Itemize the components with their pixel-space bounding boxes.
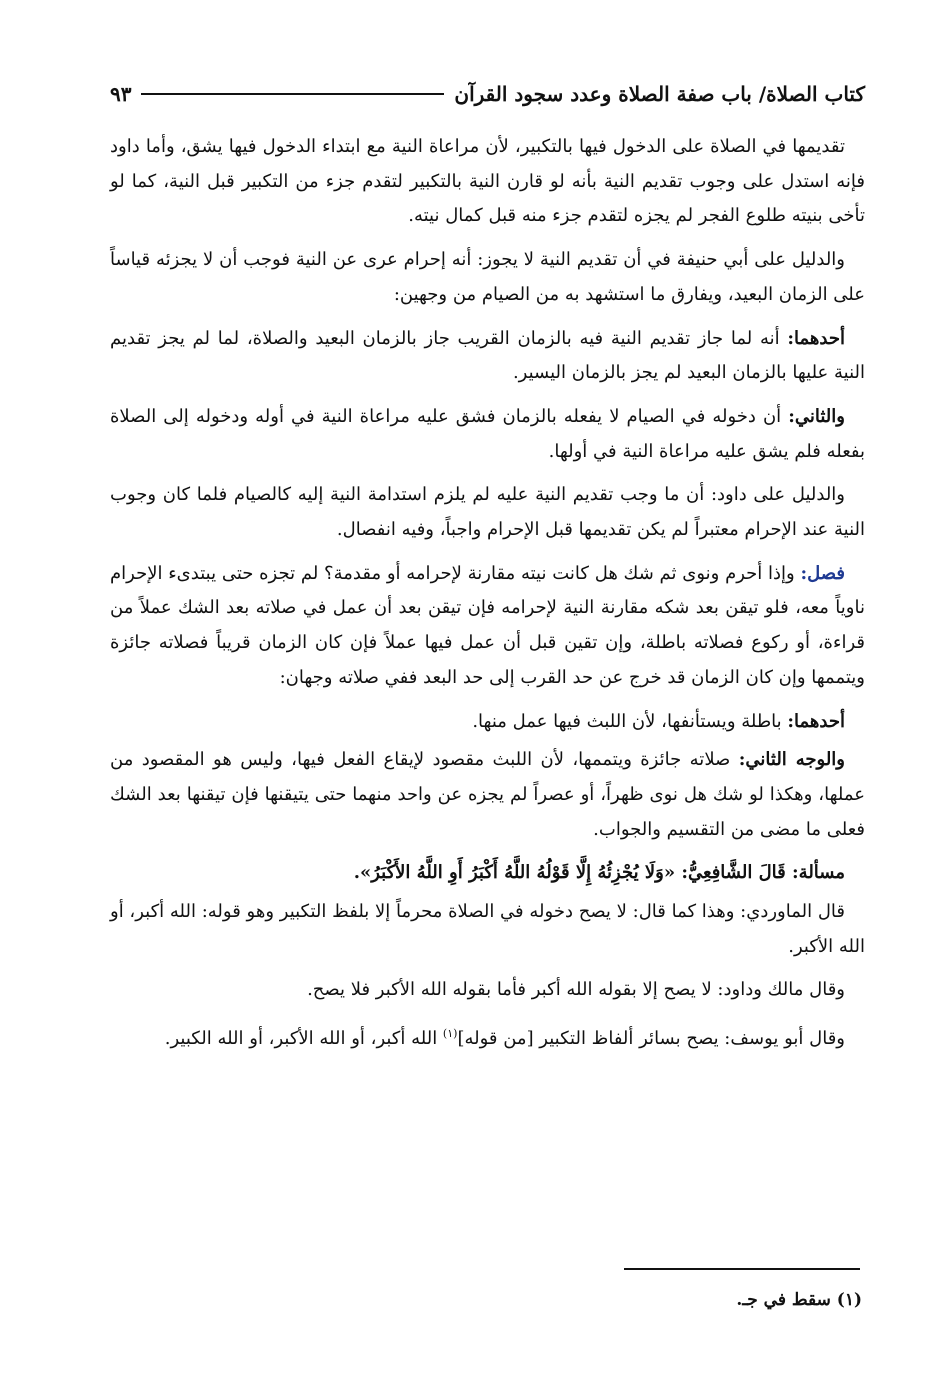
paragraph-text: وقال مالك وداود: لا يصح إلا بقوله الله أكبر فأما بقوله الله الأكبر فلا يصح.: [307, 979, 845, 1001]
paragraph-text: باطلة ويستأنفها، لأن اللبث فيها عمل منها.: [472, 710, 788, 732]
paragraph-lead: والثاني:: [788, 405, 845, 427]
paragraph-text: أنه لما جاز تقديم النية فيه بالزمان القريب جاز بالزمان البعيد والصلاة، لما لم يجز تقديم النية عليها بالزمان البعيد لم يجز بالزمان اليسير.: [110, 327, 865, 384]
page-header: [110, 76, 865, 112]
body-text: [110, 130, 865, 1066]
paragraph-lead: أحدهما:: [787, 327, 845, 349]
header-rule: [141, 93, 444, 95]
paragraph-lead: والوجه الثاني:: [738, 749, 845, 771]
paragraph: [110, 130, 865, 234]
paragraph-text-after: الله أكبر، أو الله الأكبر، أو الله الكبير.: [164, 1028, 443, 1050]
paragraph: [110, 743, 865, 847]
masala-lead: مسألة: قَالَ الشَّافِعِيُّ:: [681, 862, 845, 884]
section-marker: فصل:: [800, 562, 845, 584]
paragraph-lead: أحدهما:: [787, 710, 845, 732]
paragraph: [110, 322, 865, 391]
paragraph-text: صلاته جائزة ويتممها، لأن اللبث مقصود لإيقاع الفعل فيها، وليس هو المقصود من عملها، وهكذا لو شك هل نوى ظهراً، أو عصراً لم يجزه عن واحد منهما حتى يتيقنها فإن تيقنها بعد الشك فعلى ما مضى من التقسيم والجواب.: [110, 749, 865, 840]
paragraph: [110, 478, 865, 547]
paragraph-text: تقديمها في الصلاة على الدخول فيها بالتكبير، لأن مراعاة النية مع ابتداء الدخول فيها يشق، وأما داود فإنه استدل على وجوب تقديم النية بأنه لو قارن النية بالتكبير لتقدم جزء من التكبير قبل النية، كما لو تأخى بنيته طلوع الفجر لم يجزه لتقدم جزء منه قبل كمال نيته.: [110, 136, 865, 227]
paragraph-text: أن دخوله في الصيام لا يفعله بالزمان فشق عليه مراعاة النية في أوله ودخوله إلى الصلاة بفعله فلم يشق عليه مراعاة النية في أولها.: [110, 405, 865, 462]
paragraph-text: والدليل على داود: أن ما وجب تقديم النية عليه لم يلزم استدامة النية إليه كالصيام فلما كان وجوب النية عند الإحرام معتبراً لم يكن تقديمها قبل الإحرام واجباً، وفيه انفصال.: [110, 484, 865, 541]
paragraph-text: قال الماوردي: وهذا كما قال: لا يصح دخوله في الصلاة محرماً إلا بلفظ التكبير وهو قوله: الله أكبر، أو الله الأكبر.: [110, 901, 865, 957]
footnote: (١) سقط في جـ.: [736, 1290, 862, 1310]
paragraph-text: والدليل على أبي حنيفة في أن تقديم النية لا يجوز: أنه إحرام عرى عن النية فوجب أن لا يجزئه قياساً على الزمان البعيد، ويفارق ما استشهد به من الصيام من وجهين:: [110, 249, 865, 305]
running-title: كتاب الصلاة/ باب صفة الصلاة وعدد سجود القرآن: [454, 82, 865, 106]
paragraph: [110, 973, 865, 1008]
paragraph: [110, 243, 865, 312]
paragraph: [110, 1017, 865, 1057]
paragraph-text: وإذا أحرم ونوى ثم شك هل كانت نيته مقارنة لإحرامه أو مقدمة؟ لم تجزه حتى يبتدىء الإحرام ناوياً معه، فلو تيقن بعد شكه مقارنة النية لإحرامه فإن تيقن بعد أن عمل في صلاته بعد الشك عملاً من قراءة، أو ركوع فصلاته باطلة، وإن تقين قبل أن عمل فيها عملاً فإن كان الزمان قريباً فصلاته جائزة ويتممها وإن كان الزمان قد خرج عن حد القرب إلى حد البعد ففي صلاته وجهان:: [110, 562, 865, 688]
masala-paragraph: [110, 856, 865, 891]
paragraph-fasl: [110, 557, 865, 696]
page-number: ٩٣: [110, 82, 132, 106]
footnote-rule: [624, 1268, 860, 1270]
paragraph-text: وقال أبو يوسف: يصح بسائر ألفاظ التكبير [من قوله]: [457, 1028, 845, 1050]
paragraph: [110, 895, 865, 964]
paragraph: [110, 400, 865, 469]
footnote-ref: (١): [442, 1027, 458, 1041]
paragraph: [110, 705, 865, 740]
quoted-text: «وَلَا يُجْزِئُهُ إِلَّا قَوْلُهُ اللَّهُ أَكْبَرُ أَوِ اللَّهُ الأَكْبَرُ».: [353, 862, 682, 884]
